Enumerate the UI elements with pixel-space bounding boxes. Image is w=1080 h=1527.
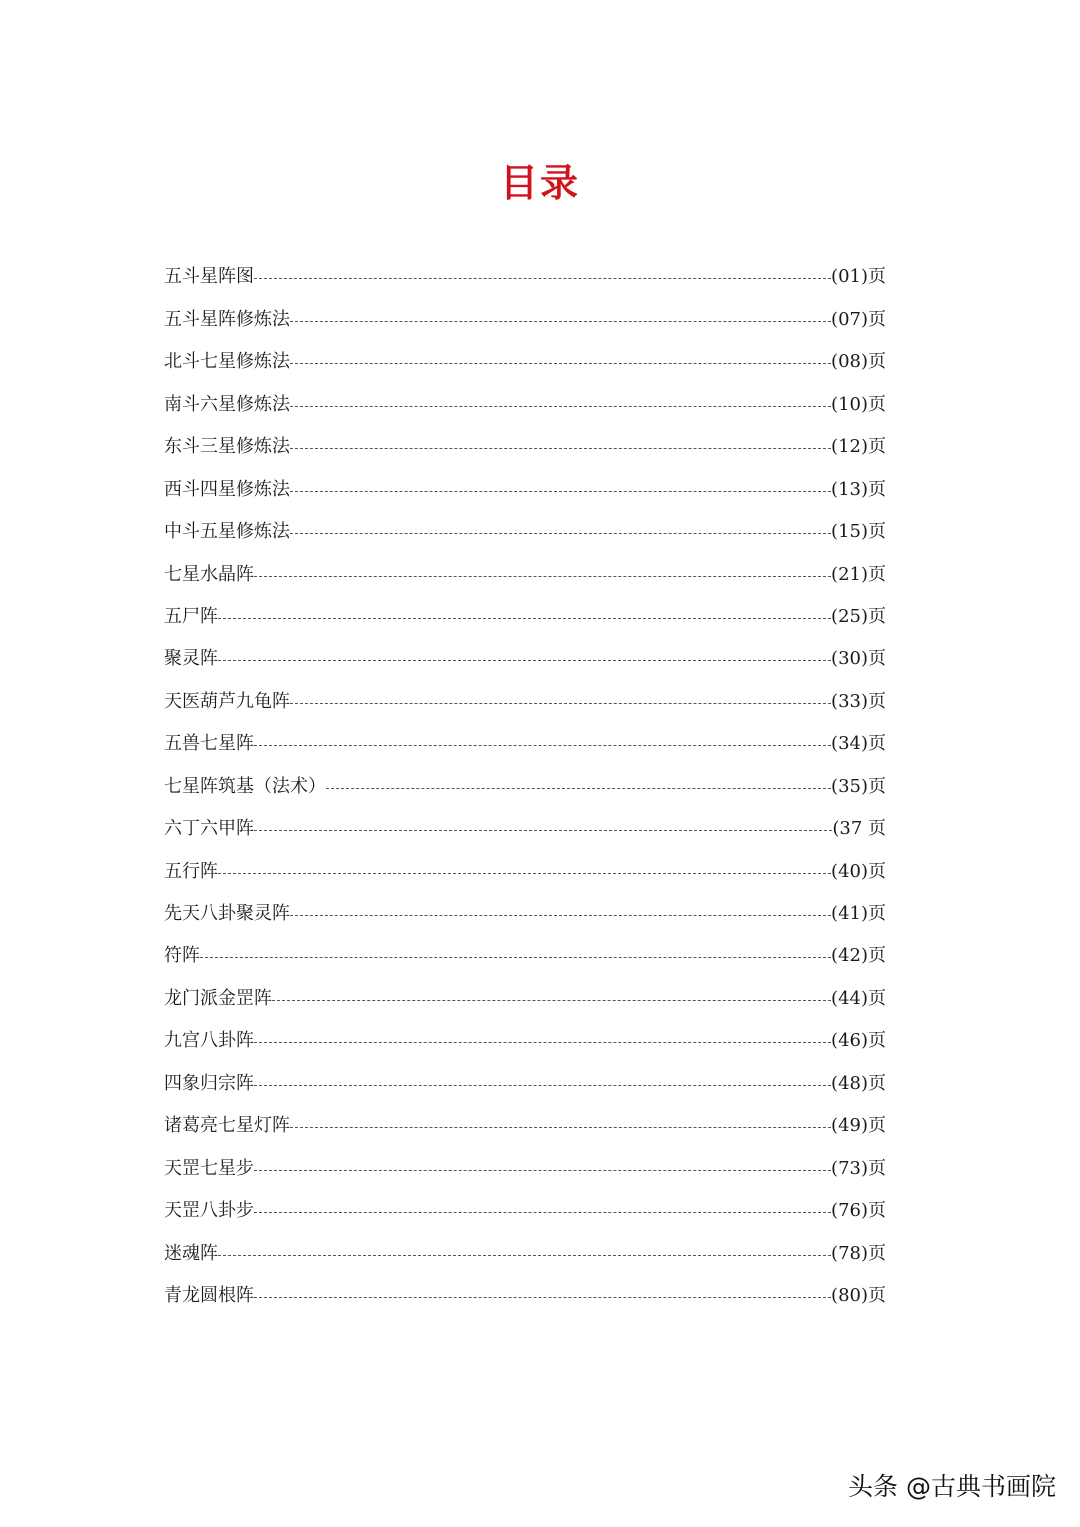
- toc-entry-title: 西斗四星修炼法: [164, 478, 290, 500]
- toc-entry-page: (40)页: [831, 860, 886, 882]
- toc-entry-page: (41)页: [831, 903, 886, 924]
- toc-entry[interactable]: [164, 759, 886, 801]
- toc-entry-title: 南斗六星修炼法: [164, 393, 290, 415]
- toc-entry-title: 先天八卦聚灵阵: [164, 903, 290, 924]
- toc-entry[interactable]: [164, 505, 886, 547]
- toc-entry[interactable]: [164, 292, 886, 334]
- toc-entry-page: (15)页: [831, 521, 886, 543]
- toc-entry-page: (78)页: [831, 1242, 886, 1264]
- toc-dot-leader: [218, 1239, 831, 1269]
- toc-entry[interactable]: [164, 335, 886, 377]
- toc-entry[interactable]: [164, 802, 886, 844]
- toc-entry-title: 四象归宗阵: [164, 1072, 254, 1094]
- toc-entry-page: (44)页: [831, 987, 886, 1009]
- watermark: 头条 @古典书画院: [848, 1472, 1056, 1501]
- toc-dot-leader: [290, 899, 831, 929]
- toc-entry-title: 中斗五星修炼法: [164, 521, 290, 543]
- toc-entry-page: (42)页: [831, 945, 886, 967]
- toc-dot-leader: [254, 560, 831, 590]
- toc-dot-leader: [254, 1026, 831, 1056]
- toc-entry[interactable]: [164, 590, 886, 632]
- toc-entry-page: (80)页: [831, 1284, 886, 1306]
- toc-entry-title: 聚灵阵: [164, 648, 218, 670]
- toc-entry[interactable]: [164, 1056, 886, 1098]
- toc-dot-leader: [254, 729, 831, 759]
- toc-entry-page: (07)页: [831, 308, 886, 330]
- toc-dot-leader: [290, 1111, 831, 1141]
- toc-entry[interactable]: [164, 547, 886, 589]
- toc-entry-page: (48)页: [831, 1072, 886, 1094]
- page-title: 目录: [499, 161, 580, 206]
- toc-entry[interactable]: [164, 1141, 886, 1183]
- toc-entry-page: (76)页: [831, 1200, 886, 1222]
- toc-entry-title: 天医葫芦九龟阵: [164, 690, 290, 712]
- toc-dot-leader: [254, 1196, 831, 1226]
- toc-entry-title: 五兽七星阵: [164, 733, 254, 755]
- toc-entry-title: 七星阵筑基（法术）: [164, 775, 326, 797]
- toc-dot-leader: [290, 432, 831, 462]
- toc-entry-page: (25)页: [831, 605, 886, 627]
- toc-entry-title: 迷魂阵: [164, 1242, 218, 1264]
- toc-entry-title: 九宫八卦阵: [164, 1030, 254, 1052]
- toc-entry[interactable]: [164, 377, 886, 419]
- toc-entry[interactable]: [164, 844, 886, 886]
- toc-entry-page: (30)页: [831, 648, 886, 670]
- toc-entry-page: (73)页: [831, 1157, 886, 1179]
- toc-dot-leader: [254, 1154, 831, 1184]
- toc-dot-leader: [218, 644, 831, 674]
- toc-dot-leader: [254, 1281, 831, 1311]
- toc-entry-page: (49)页: [831, 1115, 886, 1137]
- toc-entry-page: (12)页: [831, 436, 886, 458]
- toc-entry-page: (21)页: [831, 563, 886, 585]
- toc-entry[interactable]: [164, 717, 886, 759]
- toc-entry-title: 青龙圆根阵: [164, 1284, 254, 1306]
- toc-dot-leader: [290, 390, 831, 420]
- toc-entry-title: 五尸阵: [164, 605, 218, 627]
- toc-entry[interactable]: [164, 929, 886, 971]
- toc-entry-title: 六丁六甲阵: [164, 818, 254, 840]
- toc-entry[interactable]: [164, 1099, 886, 1141]
- toc-entry-page: (33)页: [831, 690, 886, 712]
- toc-dot-leader: [290, 347, 831, 377]
- toc-entry[interactable]: [164, 420, 886, 462]
- toc-entry[interactable]: [164, 1226, 886, 1268]
- toc-entry-title: 五斗星阵图: [164, 266, 254, 288]
- toc-entry[interactable]: [164, 1269, 886, 1311]
- toc-dot-leader: [272, 984, 831, 1014]
- toc-entry-title: 天罡七星步: [164, 1157, 254, 1179]
- toc-dot-leader: [254, 1069, 831, 1099]
- toc-entry[interactable]: [164, 632, 886, 674]
- table-of-contents: [164, 250, 886, 1311]
- toc-entry-title: 五斗星阵修炼法: [164, 308, 290, 330]
- toc-entry-page: (08)页: [831, 351, 886, 373]
- toc-entry-title: 龙门派金罡阵: [164, 987, 272, 1009]
- toc-entry-title: 北斗七星修炼法: [164, 351, 290, 373]
- toc-dot-leader: [254, 814, 832, 844]
- toc-entry[interactable]: [164, 462, 886, 504]
- toc-entry[interactable]: [164, 971, 886, 1013]
- toc-entry-page: (13)页: [831, 478, 886, 500]
- toc-entry[interactable]: [164, 1014, 886, 1056]
- toc-entry-page: (01)页: [831, 266, 886, 288]
- toc-entry-title: 东斗三星修炼法: [164, 436, 290, 458]
- toc-entry[interactable]: [164, 1184, 886, 1226]
- toc-entry-page: (10)页: [831, 393, 886, 415]
- toc-dot-leader: [200, 941, 831, 971]
- toc-entry-title: 符阵: [164, 945, 200, 967]
- toc-entry-title: 天罡八卦步: [164, 1200, 254, 1222]
- toc-dot-leader: [290, 475, 831, 505]
- toc-entry-title: 五行阵: [164, 860, 218, 882]
- toc-dot-leader: [290, 517, 831, 547]
- toc-entry-title: 诸葛亮七星灯阵: [164, 1115, 290, 1137]
- toc-dot-leader: [254, 262, 831, 292]
- toc-entry-page: (34)页: [831, 733, 886, 755]
- toc-entry-page: (35)页: [831, 775, 886, 797]
- toc-dot-leader: [290, 687, 831, 717]
- toc-entry-page: (37 页: [832, 818, 886, 840]
- toc-entry[interactable]: [164, 674, 886, 716]
- toc-dot-leader: [290, 305, 831, 335]
- toc-dot-leader: [326, 772, 831, 802]
- toc-entry-page: (46)页: [831, 1030, 886, 1052]
- toc-dot-leader: [218, 857, 831, 887]
- toc-dot-leader: [218, 602, 831, 632]
- toc-entry[interactable]: [164, 250, 886, 292]
- toc-entry[interactable]: [164, 887, 886, 929]
- toc-entry-title: 七星水晶阵: [164, 563, 254, 585]
